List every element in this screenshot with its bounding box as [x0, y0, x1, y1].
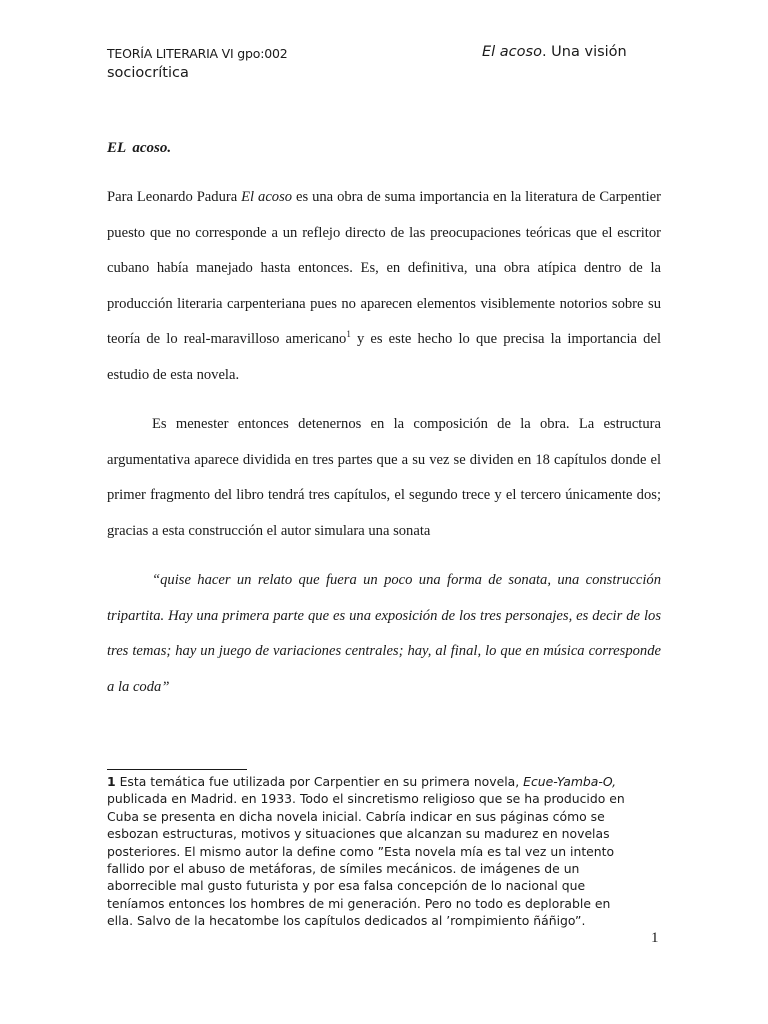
footnote-number: 1 — [107, 774, 116, 789]
footnote-reference[interactable]: 1 — [346, 329, 351, 340]
page-number: 1 — [651, 930, 659, 946]
paragraph-1-italic-title: El acoso — [241, 189, 293, 205]
header-doc-title-italic: El acoso — [482, 44, 542, 60]
footnote-italic-title: Ecue-Yamba-O, — [523, 774, 617, 789]
paragraph-2: Es menester entonces detenernos en la composición de la obra. La estructura argumentativa aparece dividida en tres partes que a su vez se dividen en 18 capítulos donde el primer fragmento del libro tendrá tres capítulos, el segundo trece y el tercero únicamente dos; gracias a esta construcción el autor simulara una sonata — [107, 416, 661, 539]
footnote — [107, 773, 635, 930]
section-title: EL acoso. — [107, 140, 172, 156]
paragraph-1-text-a: Para Leonardo Padura — [107, 189, 242, 205]
header-doc-title — [482, 44, 627, 60]
footnote-text-b: publicada en Madrid. en 1933. Todo el sincretismo religioso que se ha producido en Cuba se presenta en dicha novela inicial. Cabría indicar en sus páginas cómo se esbozan estructuras, motivos y situaciones que alcanzan su madurez en novelas posteriores. El mismo autor la define como ”Esta novela mía es tal vez un intento fallido por el abuso de metáforas, de símiles mecánicos. de imágenes de un aborrecible mal gusto futurista y por esa falsa concepción de lo nacional que teníamos entonces los hombres de mi generación. Pero no todo es deplorable en ella. Salvo de la hecatombe los capítulos dedicados al ’rompimiento ñáñigo”. — [107, 791, 625, 929]
paragraph-1 — [107, 180, 661, 394]
paragraph-1-text-c: y es este hecho lo que precisa la importancia del estudio de esta novela. — [107, 331, 661, 383]
footnote-text-a: Esta temática fue utilizada por Carpentier en su primera novela, — [115, 774, 524, 789]
header-doc-title-rest: . Una visión — [541, 44, 627, 60]
header-doc-title-line2: sociocrítica — [107, 65, 189, 81]
footnote-separator — [107, 769, 247, 770]
block-quote: “quise hacer un relato que fuera un poco una forma de sonata, una construcción tripartita. Hay una primera parte que es una exposición de los tres personajes, es decir de los tres temas; hay un juego de variaciones centrales; hay, al final, lo que en música corresponde a la coda” — [107, 572, 661, 695]
paragraph-1-text-b: es una obra de suma importancia en la literatura de Carpentier puesto que no corresponde a un reflejo directo de las preocupaciones teóricas que el escritor cubano había manejado hasta entonces. Es, en definitiva, una obra atípica dentro de la producción literaria carpenteriana pues no aparecen elementos visiblemente notorios sobre su teoría de lo real-maravilloso americano — [107, 189, 662, 348]
header-course: TEORÍA LITERARIA VI gpo:002 — [107, 46, 288, 61]
